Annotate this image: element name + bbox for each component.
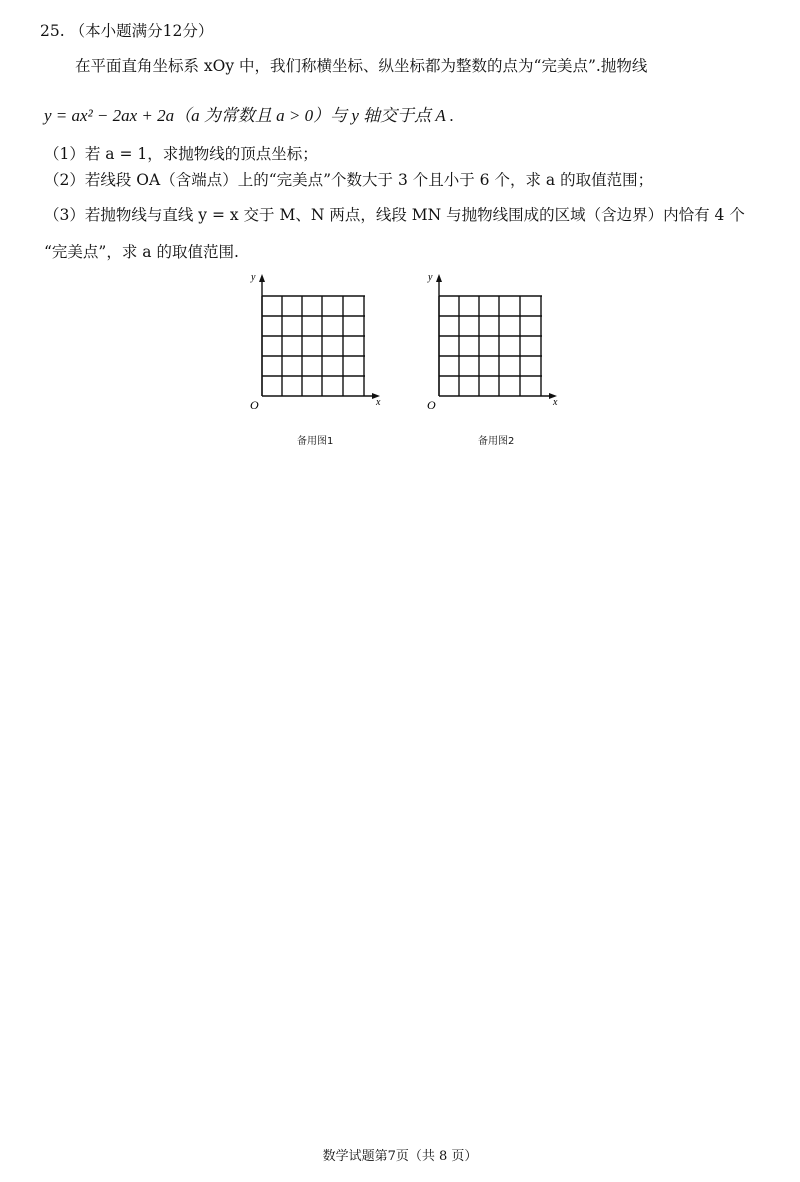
page-footer: 数学试题第7页（共 8 页）	[322, 1149, 478, 1164]
question-part-2: （2）若线段 OA（含端点）上的“完美点”个数大于 3 个且小于 6 个，求 a 的取值范围；	[44, 171, 654, 189]
question-part-3-line-1: （3）若抛物线与直线 y = x 交于 M、N 两点，线段 MN 与抛物线围成的区域（含边界）内恰有 4 个	[44, 206, 745, 224]
problem-number: 25.	[40, 22, 65, 40]
question-part-3-line-2: “完美点”，求 a 的取值范围.	[44, 243, 239, 261]
origin-label-2: O	[427, 398, 436, 412]
intro-line-2: y = ax² − 2ax + 2a（a 为常数且 a > 0）与 y 轴交于点 A .	[44, 106, 454, 125]
problem-header	[40, 21, 213, 41]
intro-line-1: 在平面直角坐标系 xOy 中，我们称横坐标、纵坐标都为整数的点为“完美点”.抛物线	[75, 57, 648, 75]
coordinate-grid-2	[417, 268, 567, 413]
x-axis-label-2: x	[553, 397, 558, 408]
y-axis-label-1: y	[251, 272, 256, 283]
figure-caption-1: 备用图1	[297, 436, 334, 447]
coordinate-grid-1	[240, 268, 390, 413]
problem-score: （本小题满分12分）	[69, 22, 214, 40]
figure-caption-2: 备用图2	[478, 436, 515, 447]
y-axis-label-2: y	[428, 272, 433, 283]
x-axis-label-1: x	[376, 397, 381, 408]
origin-label-1: O	[250, 398, 259, 412]
question-part-1: （1）若 a = 1，求抛物线的顶点坐标；	[44, 145, 318, 163]
